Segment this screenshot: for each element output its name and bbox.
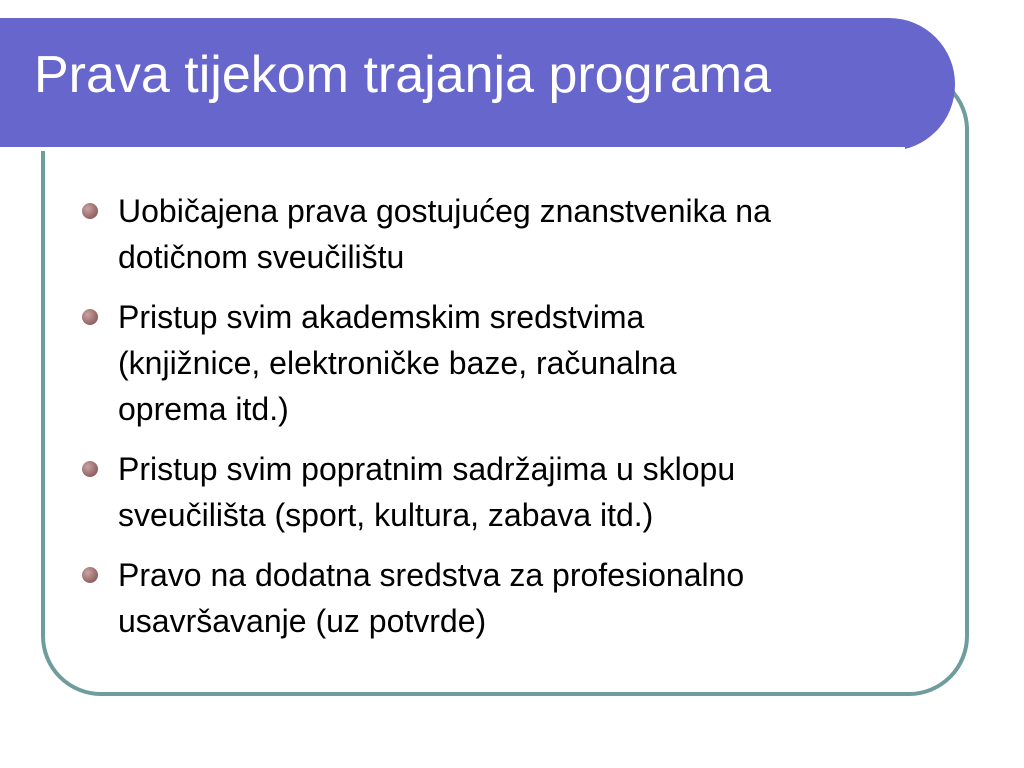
bullet-text-line: Pristup svim popratnim sadržajima u sklopu <box>118 451 736 487</box>
bullet-text-line: Pristup svim akademskim sredstvima <box>118 299 645 335</box>
bullet-list <box>118 188 948 658</box>
bullet-item-3 <box>118 446 948 538</box>
bullet-text-line: oprema itd.) <box>118 391 289 427</box>
bullet-dot-icon <box>82 461 98 477</box>
bullet-item-4 <box>118 552 948 644</box>
bullet-item-2 <box>118 294 948 432</box>
slide-title: Prava tijekom trajanja programa <box>34 46 771 104</box>
bullet-text-line: dotičnom sveučilištu <box>118 239 405 275</box>
bullet-dot-icon <box>82 203 98 219</box>
bullet-dot-icon <box>82 567 98 583</box>
bullet-text-line: Pravo na dodatna sredstva za profesionalno <box>118 557 745 593</box>
bullet-text-line: Uobičajena prava gostujućeg znanstvenika na <box>118 193 771 229</box>
bullet-dot-icon <box>82 309 98 325</box>
bullet-text-line: usavršavanje (uz potvrde) <box>118 603 487 639</box>
title-underline <box>0 147 905 151</box>
bullet-text-line: sveučilišta (sport, kultura, zabava itd.) <box>118 497 654 533</box>
bullet-text-line: (knjižnice, elektroničke baze, računalna <box>118 345 677 381</box>
bullet-item-1 <box>118 188 948 280</box>
